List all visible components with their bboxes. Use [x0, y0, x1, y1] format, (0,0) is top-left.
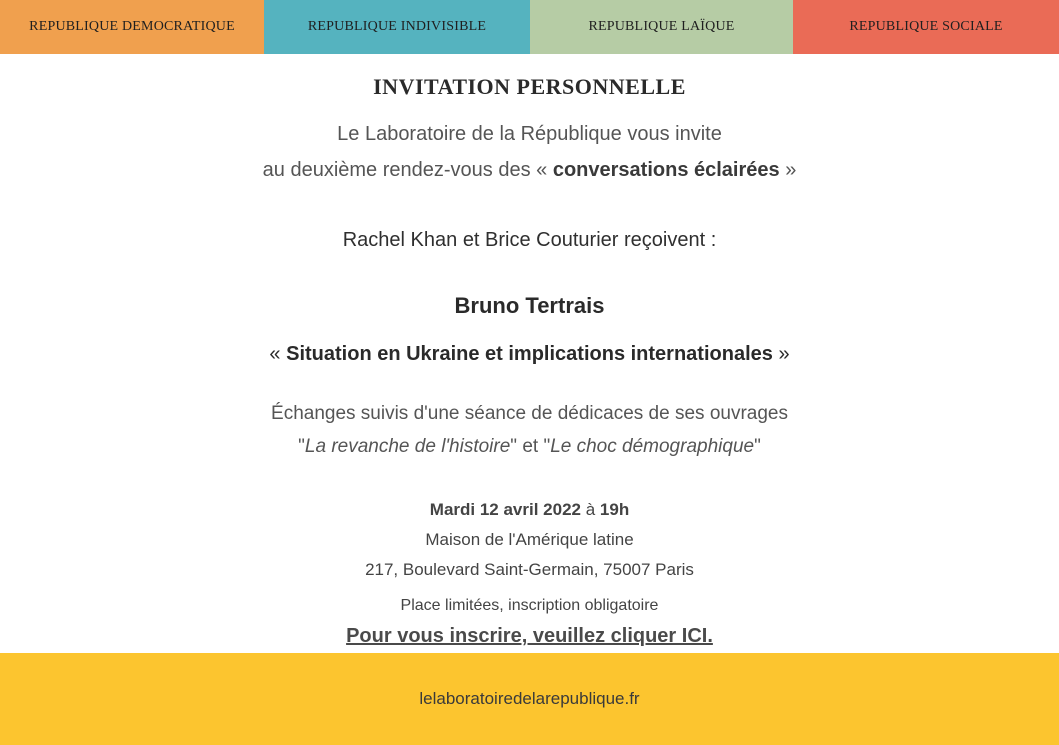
- date-line: [0, 500, 1059, 520]
- book-title-1: La revanche de l'histoire: [304, 436, 511, 457]
- invitation-heading: INVITATION PERSONNELLE: [373, 74, 686, 99]
- tab-republique-democratique: [0, 0, 264, 54]
- tab-label: REPUBLIQUE SOCIALE: [849, 19, 1003, 34]
- event-series-name: conversations éclairées: [552, 159, 780, 181]
- venue-name: Maison de l'Amérique latine: [425, 530, 634, 549]
- places-note: Place limitées, inscription obligatoire: [400, 597, 659, 614]
- book-connector: et: [517, 436, 544, 457]
- date-connector: à: [581, 500, 600, 519]
- event-time: 19h: [599, 500, 630, 519]
- tab-label: REPUBLIQUE DEMOCRATIQUE: [29, 19, 235, 34]
- topic-line: [0, 343, 1059, 366]
- venue-address: 217, Boulevard Saint-Germain, 75007 Paris: [365, 560, 694, 579]
- topic-open-quote: «: [269, 343, 287, 365]
- footer-bar: [0, 653, 1059, 745]
- signup-link[interactable]: Pour vous inscrire, veuillez cliquer ICI.: [346, 625, 713, 647]
- intro-line-1: Le Laboratoire de la République vous invite: [337, 123, 722, 145]
- hosts-line: Rachel Khan et Brice Couturier reçoivent :: [342, 229, 717, 251]
- topic-title: Situation en Ukraine et implications internationales: [286, 343, 773, 365]
- website-link[interactable]: lelaboratoiredelarepublique.fr: [419, 689, 640, 708]
- topic-close-quote: »: [772, 343, 790, 365]
- tab-republique-laique: [530, 0, 793, 54]
- books-line: "La revanche de l'histoire" et "Le choc démographique": [298, 436, 761, 457]
- intro-suffix: »: [779, 159, 797, 181]
- tab-label: REPUBLIQUE LAÏQUE: [588, 19, 735, 34]
- book-title-2: Le choc démographique: [550, 436, 755, 457]
- header-bar: [0, 0, 1059, 54]
- tab-republique-indivisible: [264, 0, 530, 54]
- exchange-line: Échanges suivis d'une séance de dédicaces de ses ouvrages: [271, 403, 788, 424]
- intro-line-2: [0, 159, 1059, 182]
- guest-name: Bruno Tertrais: [454, 293, 605, 318]
- event-date: Mardi 12 avril 2022: [429, 500, 581, 519]
- intro-prefix: au deuxième rendez-vous des «: [262, 159, 553, 181]
- tab-republique-sociale: [793, 0, 1059, 54]
- tab-label: REPUBLIQUE INDIVISIBLE: [307, 19, 487, 34]
